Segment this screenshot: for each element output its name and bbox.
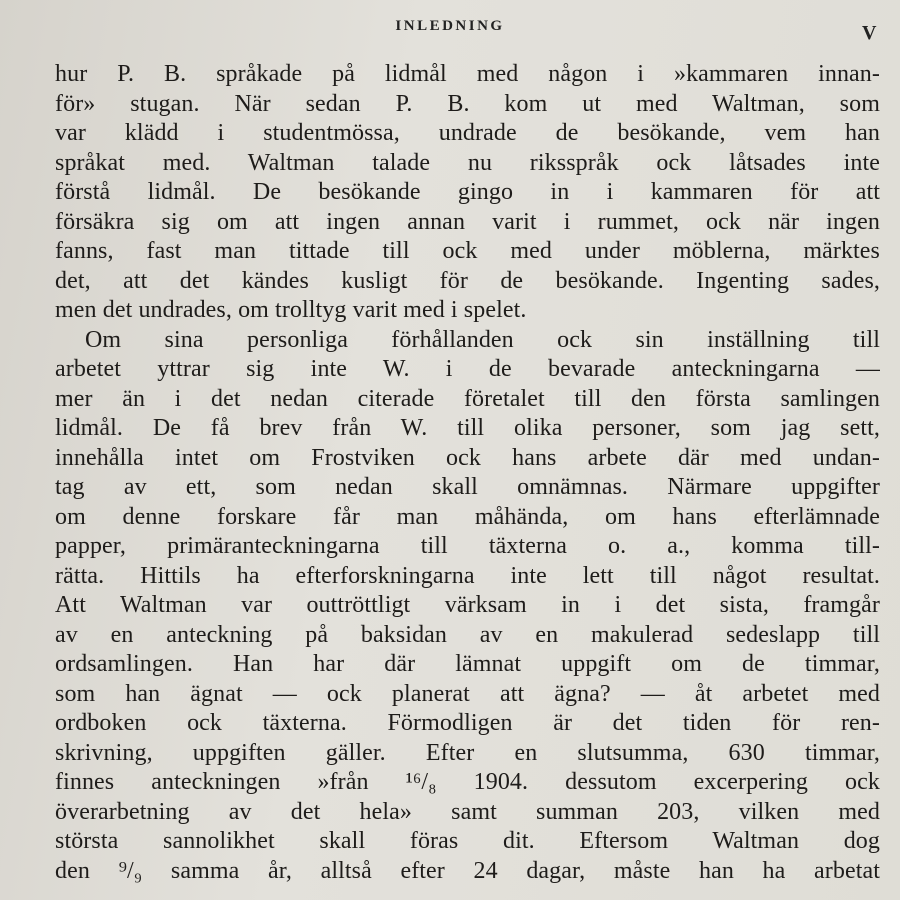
text-line: förstå lidmål. De besökande gingo in i kammaren för att — [55, 179, 880, 205]
running-header: INLEDNING — [395, 18, 505, 34]
text-line: som han ägnat — ock planerat att ägna? — åt arbetet med — [55, 680, 880, 707]
text-line: språkat med. Waltman talade nu riksspråk ock låtsades inte — [55, 149, 880, 176]
text-line: ordboken ock täxterna. Förmodligen är det tiden för ren- — [55, 710, 880, 736]
text-line: av en anteckning på baksidan av en makulerad sedeslapp till — [55, 621, 880, 648]
page-number: V — [862, 22, 877, 44]
text-line: tag av ett, som nedan skall omnämnas. Närmare uppgifter — [55, 474, 880, 500]
text-line: papper, primäranteckningarna till täxterna o. a., komma till- — [55, 533, 880, 559]
text-line: rätta. Hittils ha efterforskningarna inte lett till något resultat. — [55, 562, 880, 589]
text-line: mer än i det nedan citerade företalet till den första samlingen — [55, 385, 880, 412]
text-line: Att Waltman var outtröttligt värksam in i det sista, framgår — [55, 592, 880, 618]
text-line: det, att det kändes kusligt för de besökande. Ingenting sades, — [55, 267, 880, 294]
text-line: den ⁹/₉ samma år, alltså efter 24 dagar, måste han ha arbetat — [55, 857, 880, 884]
text-line: försäkra sig om att ingen annan varit i rummet, ock när ingen — [55, 208, 880, 235]
text-line: om denne forskare får man måhända, om hans efterlämnade — [55, 503, 880, 530]
text-line: fanns, fast man tittade till ock med under möblerna, märktes — [55, 238, 880, 264]
text-line: finnes anteckningen »från ¹⁶/₈ 1904. dessutom excerpering ock — [55, 769, 880, 795]
text-line: lidmål. De få brev från W. till olika personer, som jag sett, — [55, 415, 880, 441]
text-line: skrivning, uppgiften gäller. Efter en slutsumma, 630 timmar, — [55, 739, 880, 766]
text-line: hur P. B. språkade på lidmål med någon i »kammaren innan- — [55, 61, 880, 87]
text-line: för» stugan. När sedan P. B. kom ut med Waltman, som — [55, 90, 880, 117]
body-text — [55, 60, 880, 886]
text-line: men det undrades, om trolltyg varit med i spelet. — [55, 297, 527, 323]
text-line: arbetet yttrar sig inte W. i de bevarade anteckningarna — — [55, 356, 880, 382]
text-line: största sannolikhet skall föras dit. Eftersom Waltman dog — [55, 828, 880, 854]
text-line: innehålla intet om Frostviken ock hans arbete där med undan- — [55, 444, 880, 471]
text-line: var klädd i studentmössa, undrade de besökande, vem han — [55, 120, 880, 146]
text-line: ordsamlingen. Han har där lämnat uppgift om de timmar, — [55, 651, 880, 677]
paragraph-first-line: Om sina personliga förhållanden ock sin inställning till — [85, 326, 880, 353]
text-line: överarbetning av det hela» samt summan 203, vilken med — [55, 798, 880, 825]
